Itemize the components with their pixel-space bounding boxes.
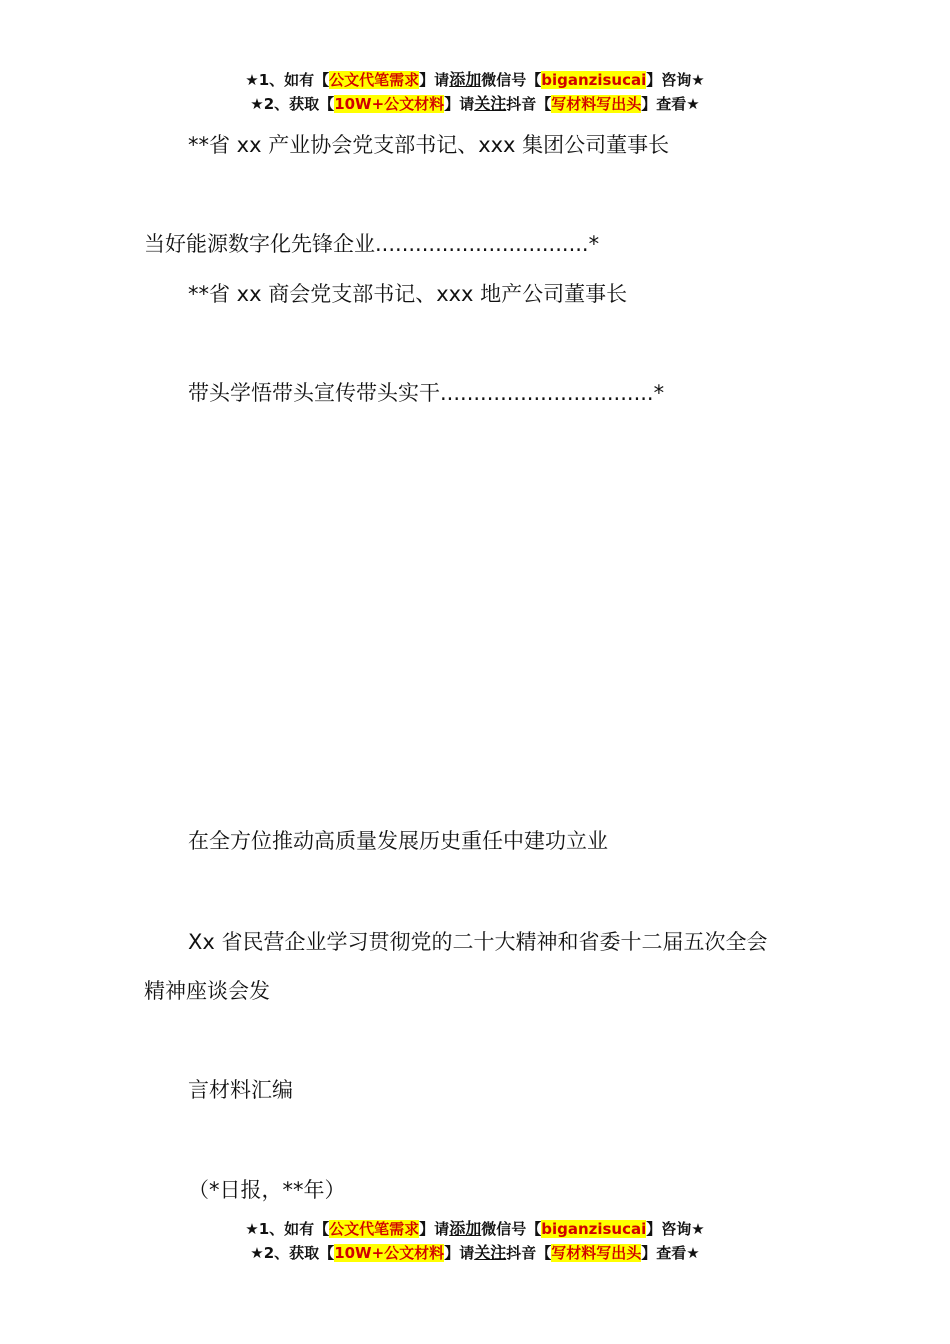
- banner-emphasis: 添加: [449, 70, 482, 89]
- banner-emphasis: 关注: [474, 94, 507, 113]
- banner-text: 抖音【: [506, 1244, 552, 1262]
- banner-text: 抖音【: [506, 95, 552, 113]
- banner-text: 微信号【: [481, 71, 542, 89]
- banner-highlight: 公文代笔需求: [329, 71, 420, 89]
- banner-highlight: 公文代笔需求: [329, 1220, 420, 1238]
- banner-text: 】查看★: [641, 95, 700, 113]
- section-heading: 在全方位推动高质量发展历史重任中建功立业: [188, 829, 608, 853]
- toc-entry-2: 带头学悟带头宣传带头实干................................*: [188, 381, 665, 405]
- promo-banner-top-line1: [0, 68, 950, 92]
- toc-entry-1: 当好能源数字化先锋企业................................*: [144, 232, 600, 256]
- banner-emphasis: 关注: [474, 1243, 507, 1262]
- banner-highlight: 10W+公文材料: [334, 95, 445, 113]
- banner-text: 】请: [444, 1244, 475, 1262]
- banner-text: 】咨询★: [646, 1220, 705, 1238]
- banner-text: ★2、获取【: [250, 1244, 335, 1262]
- banner-highlight: 写材料写出头: [551, 95, 642, 113]
- banner-text: 】请: [419, 1220, 450, 1238]
- banner-highlight: 写材料写出头: [551, 1244, 642, 1262]
- source-note: （*日报，**年）: [188, 1178, 346, 1202]
- banner-text: 微信号【: [481, 1220, 542, 1238]
- document-title-line-3: 言材料汇编: [188, 1078, 293, 1102]
- banner-emphasis: 添加: [449, 1219, 482, 1238]
- author-line-1: **省 xx 产业协会党支部书记、xxx 集团公司董事长: [188, 133, 670, 157]
- banner-text: 】请: [444, 95, 475, 113]
- promo-banner-bottom-line1: [0, 1217, 950, 1241]
- banner-text: ★2、获取【: [250, 95, 335, 113]
- document-title-line-2: 精神座谈会发: [144, 979, 270, 1003]
- banner-highlight: biganzisucai: [541, 1220, 647, 1238]
- banner-highlight: biganzisucai: [541, 71, 647, 89]
- banner-text: ★1、如有【: [245, 71, 330, 89]
- banner-text: 】咨询★: [646, 71, 705, 89]
- banner-text: ★1、如有【: [245, 1220, 330, 1238]
- promo-banner-bottom-line2: [0, 1241, 950, 1265]
- promo-banner-top-line2: [0, 92, 950, 116]
- banner-text: 】请: [419, 71, 450, 89]
- author-line-2: **省 xx 商会党支部书记、xxx 地产公司董事长: [188, 282, 628, 306]
- banner-highlight: 10W+公文材料: [334, 1244, 445, 1262]
- document-title-line-1: Xx 省民营企业学习贯彻党的二十大精神和省委十二届五次全会: [188, 930, 768, 954]
- banner-text: 】查看★: [641, 1244, 700, 1262]
